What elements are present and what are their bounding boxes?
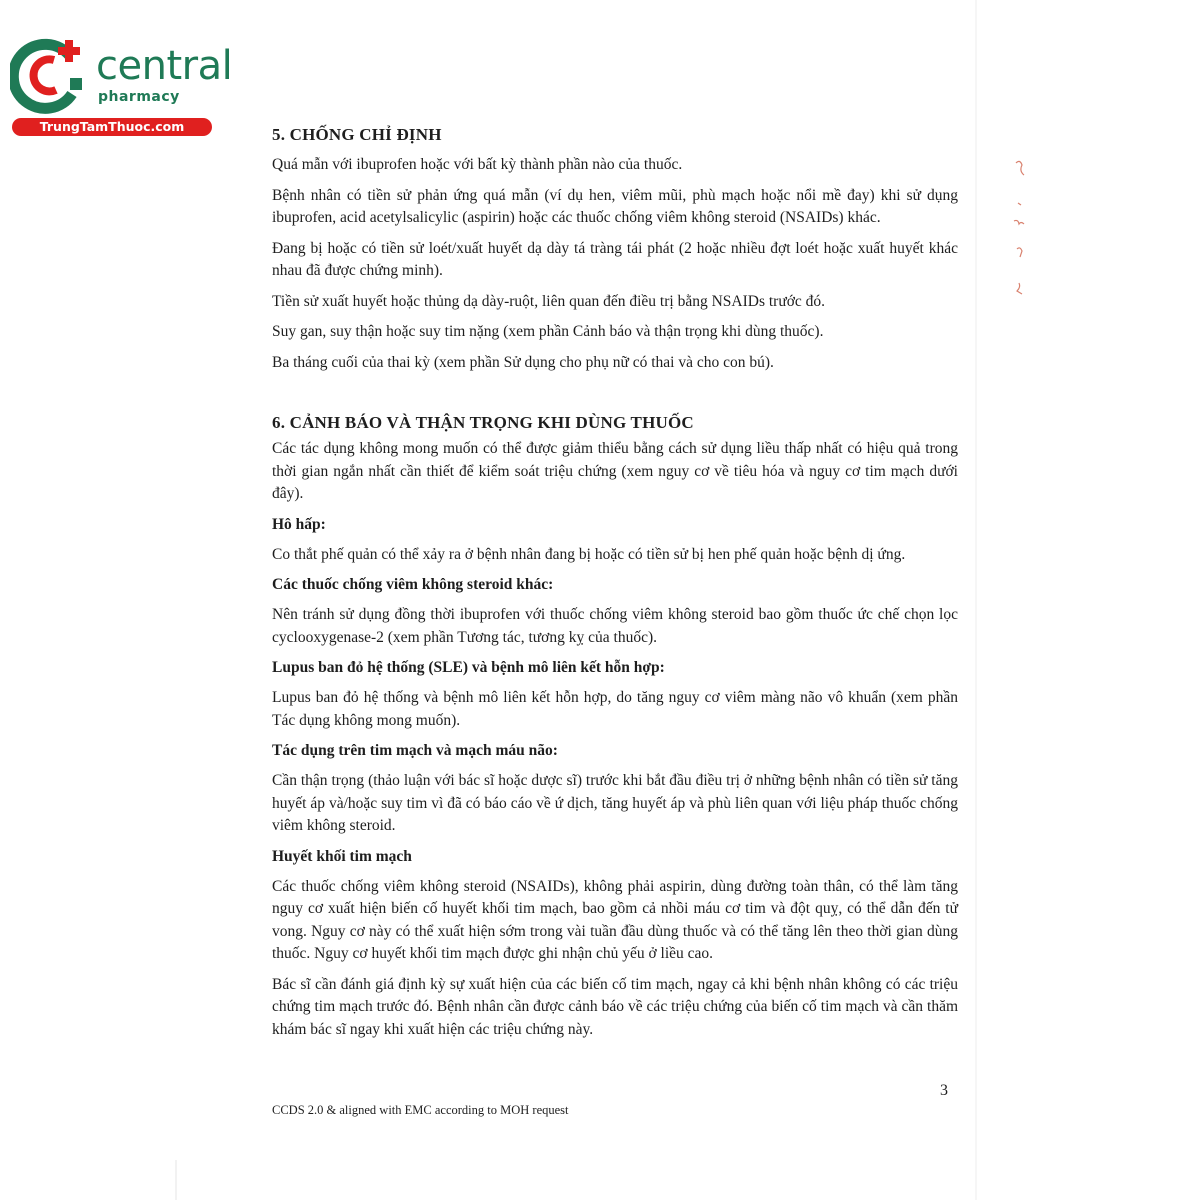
logo-site-url[interactable]: TrungTamThuoc.com (12, 118, 212, 136)
pharmacy-cross-logo-icon (10, 36, 94, 116)
page-number: 3 (940, 1082, 948, 1099)
stamp-marks-decoration (1010, 155, 1030, 305)
subheading-cardiovascular: Tác dụng trên tim mạch và mạch máu não: (272, 742, 558, 759)
central-pharmacy-logo[interactable] (10, 36, 233, 136)
footer-note: CCDS 2.0 & aligned with EMC according to MOH request (272, 1103, 569, 1117)
subheading-other-nsaids: Các thuốc chống viêm không steroid khác: (272, 576, 554, 593)
section-contraindications (272, 124, 958, 374)
document-body (272, 124, 958, 1049)
paragraph: Lupus ban đỏ hệ thống và bệnh mô liên kết hỗn hợp, do tăng nguy cơ viêm màng não vô khuẩn (xem phần Tác dụng không mong muốn). (272, 689, 958, 729)
paragraph: Đang bị hoặc có tiền sử loét/xuất huyết dạ dày tá tràng tái phát (2 hoặc nhiều đợt loét hoặc xuất huyết khác nhau đã được chứng minh). (272, 239, 958, 279)
paragraph: Tiền sử xuất huyết hoặc thủng dạ dày-ruột, liên quan đến điều trị bằng NSAIDs trước đó. (272, 292, 826, 310)
paragraph: Ba tháng cuối của thai kỳ (xem phần Sử dụng cho phụ nữ có thai và cho con bú). (272, 353, 774, 371)
paragraph: Các thuốc chống viêm không steroid (NSAIDs), không phải aspirin, dùng đường toàn thân, có thể làm tăng nguy cơ xuất hiện biến cố huyết khối tim mạch, bao gồm cả nhồi máu cơ tim và đột quỵ, có thể dẫn đến tử vong. Nguy cơ này có thể xuất hiện sớm trong vài tuần đầu dùng thuốc và có thể tăng lên theo thời gian dùng thuốc. Nguy cơ huyết khối tim mạch được ghi nhận chủ yếu ở liều cao. (272, 877, 958, 962)
subheading-thrombosis: Huyết khối tim mạch (272, 847, 412, 865)
paragraph: Quá mẫn với ibuprofen hoặc với bất kỳ thành phần nào của thuốc. (272, 156, 683, 173)
subheading-respiratory: Hô hấp: (272, 515, 326, 533)
paragraph: Cần thận trọng (thảo luận với bác sĩ hoặc dược sĩ) trước khi bắt đầu điều trị ở những bệnh nhân có tiền sử tăng huyết áp và/hoặc suy tim vì đã có báo cáo về ứ dịch, tăng huyết áp và phù liên quan với liệu pháp thuốc chống viêm không steroid. (272, 772, 958, 834)
paragraph: Co thắt phế quản có thể xảy ra ở bệnh nhân đang bị hoặc có tiền sử bị hen phế quản hoặc bệnh dị ứng. (272, 545, 906, 563)
paragraph: Bệnh nhân có tiền sử phản ứng quá mẫn (ví dụ hen, viêm mũi, phù mạch hoặc nổi mề đay) khi sử dụng ibuprofen, acid acetylsalicylic (aspirin) hoặc các thuốc chống viêm không steroid (NSAIDs) khác. (272, 186, 958, 226)
paragraph: Bác sĩ cần đánh giá định kỳ sự xuất hiện của các biến cố tim mạch, ngay cả khi bệnh nhân không có các triệu chứng tim mạch trước đó. Bệnh nhân cần được cảnh báo về các triệu chứng của biến cố tim mạch và cần thăm khám bác sĩ ngay khi xuất hiện các triệu chứng này. (272, 975, 958, 1038)
paragraph: Các tác dụng không mong muốn có thể được giảm thiểu bằng cách sử dụng liều thấp nhất có hiệu quả trong thời gian ngắn nhất cần thiết để kiểm soát triệu chứng (xem nguy cơ về tiêu hóa và nguy cơ tim mạch dưới đây). (272, 440, 958, 502)
paragraph: Suy gan, suy thận hoặc suy tim nặng (xem phần Cảnh báo và thận trọng khi dùng thuốc). (272, 323, 824, 340)
subheading-lupus: Lupus ban đỏ hệ thống (SLE) và bệnh mô liên kết hỗn hợp: (272, 659, 665, 676)
paragraph: Nên tránh sử dụng đồng thời ibuprofen với thuốc chống viêm không steroid bao gồm thuốc ức chế chọn lọc cyclooxygenase-2 (xem phần Tương tác, tương kỵ của thuốc). (272, 606, 958, 646)
logo-brand-text: central (96, 43, 233, 89)
section-warnings (272, 412, 958, 1041)
section-6-title: 6. CẢNH BÁO VÀ THẬN TRỌNG KHI DÙNG THUỐC (272, 413, 694, 432)
section-5-title: 5. CHỐNG CHỈ ĐỊNH (272, 125, 442, 144)
logo-sub-text: pharmacy (98, 89, 180, 105)
